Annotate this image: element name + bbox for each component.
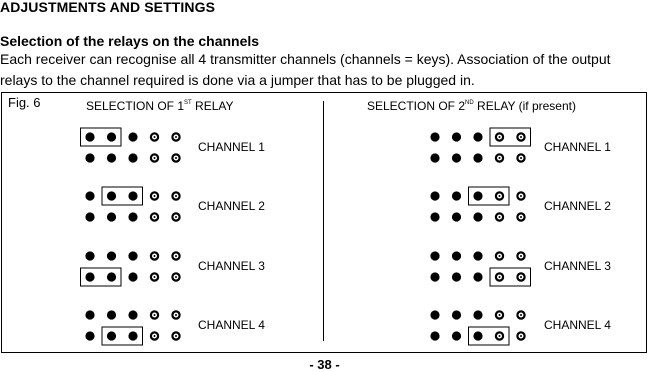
first-relay-ch4-pin-bottom-2 <box>107 331 116 340</box>
first-relay-ch3-pin-center-dot <box>175 255 177 257</box>
first-relay-ch1-pin-bottom-2 <box>107 153 116 162</box>
second-relay-ch3-pin-top-1 <box>430 251 439 260</box>
first-relay-ch2-pin-top-1 <box>85 191 94 200</box>
second-relay-ch3-pin-bottom-1 <box>430 272 439 281</box>
second-relay-title: SELECTION OF 2ND RELAY (if present) <box>367 99 576 113</box>
second-relay-ch2-pin-bottom-2 <box>452 212 461 221</box>
first-relay-ch3-pin-top-2 <box>107 251 116 260</box>
body-paragraph: Each receiver can recognise all 4 transmitter channels (channels = keys). Association of the output relays to the channel required is done via a jumper that has to be plugged in. <box>0 51 611 88</box>
second-relay-ch1-pin-center-dot <box>499 157 501 159</box>
first-relay-channel-4-label: CHANNEL 4 <box>198 318 265 332</box>
section-heading: ADJUSTMENTS AND SETTINGS <box>0 0 216 15</box>
first-relay-ch1-pin-bottom-3 <box>128 153 137 162</box>
first-relay-ch4-pin-bottom-3 <box>128 331 137 340</box>
first-relay-ch4-pin-top-3 <box>128 310 137 319</box>
second-relay-ch2-pin-top-1 <box>430 191 439 200</box>
first-relay-ch2-pin-center-dot <box>175 195 177 197</box>
first-relay-ch2-pin-center-dot <box>175 216 177 218</box>
first-relay-ch2-pin-center-dot <box>154 216 156 218</box>
second-relay-ch4-pin-center-dot <box>520 335 522 337</box>
second-relay-ch3-pin-center-dot <box>520 255 522 257</box>
first-relay-ch1-pin-center-dot <box>175 157 177 159</box>
second-relay-channel-1-label: CHANNEL 1 <box>544 140 611 154</box>
figure-label: Fig. 6 <box>8 95 41 110</box>
first-relay-title: SELECTION OF 1ST RELAY <box>86 99 234 113</box>
second-relay-ch2-pin-bottom-1 <box>430 212 439 221</box>
second-relay-ch2-pin-top-2 <box>452 191 461 200</box>
second-relay-ch2-pin-center-dot <box>499 216 501 218</box>
second-relay-ch1-pin-bottom-3 <box>473 153 482 162</box>
first-relay-ch1-pin-bottom-1 <box>85 153 94 162</box>
second-relay-ch3-pin-center-dot <box>499 276 501 278</box>
first-relay-ch3-pin-bottom-3 <box>128 272 137 281</box>
first-relay-ch2-pin-bottom-2 <box>107 212 116 221</box>
first-relay-ch4-pin-top-1 <box>85 310 94 319</box>
first-relay-ch3-pin-center-dot <box>154 276 156 278</box>
first-relay-ch2-pin-top-3 <box>128 191 137 200</box>
second-relay-ch2-pin-top-3 <box>473 191 482 200</box>
second-relay-ch3-pin-top-2 <box>452 251 461 260</box>
first-relay-ch4-pin-center-dot <box>175 335 177 337</box>
second-relay-channel-2-label: CHANNEL 2 <box>544 199 611 213</box>
first-relay-ch1-pin-top-3 <box>128 132 137 141</box>
first-relay-ch3-pin-bottom-1 <box>85 272 94 281</box>
second-relay-ch4-pin-top-3 <box>473 310 482 319</box>
second-relay-channel-3-label: CHANNEL 3 <box>544 259 611 273</box>
second-relay-ch1-pin-top-2 <box>452 132 461 141</box>
first-relay-ch4-pin-center-dot <box>154 314 156 316</box>
first-relay-ch3-pin-center-dot <box>175 276 177 278</box>
second-relay-ch3-pin-bottom-3 <box>473 272 482 281</box>
first-relay-ch1-pin-center-dot <box>154 157 156 159</box>
second-relay-ch1-pin-top-1 <box>430 132 439 141</box>
first-relay-ch1-pin-top-2 <box>107 132 116 141</box>
first-relay-ch3-pin-top-3 <box>128 251 137 260</box>
first-relay-ch1-pin-center-dot <box>175 136 177 138</box>
second-relay-ch4-pin-center-dot <box>499 314 501 316</box>
first-relay-channel-3-label: CHANNEL 3 <box>198 259 265 273</box>
second-relay-ch1-pin-center-dot <box>520 136 522 138</box>
first-relay-ch2-pin-top-2 <box>107 191 116 200</box>
second-relay-ch3-pin-center-dot <box>520 276 522 278</box>
second-relay-ch3-pin-center-dot <box>499 255 501 257</box>
first-relay-ch4-pin-bottom-1 <box>85 331 94 340</box>
subsection-heading: Selection of the relays on the channels <box>0 33 260 49</box>
second-relay-ch1-pin-bottom-1 <box>430 153 439 162</box>
second-relay-ch1-pin-bottom-2 <box>452 153 461 162</box>
second-relay-ch4-pin-bottom-3 <box>473 331 482 340</box>
page-number: - 38 - <box>309 357 340 372</box>
first-relay-ch3-pin-bottom-2 <box>107 272 116 281</box>
second-relay-ch2-pin-center-dot <box>499 195 501 197</box>
second-relay-ch2-pin-center-dot <box>520 195 522 197</box>
second-relay-ch4-pin-center-dot <box>499 335 501 337</box>
first-relay-ch4-pin-center-dot <box>154 335 156 337</box>
first-relay-ch4-pin-center-dot <box>175 314 177 316</box>
second-relay-ch3-pin-top-3 <box>473 251 482 260</box>
second-relay-ch4-pin-top-2 <box>452 310 461 319</box>
second-relay-ch4-pin-top-1 <box>430 310 439 319</box>
second-relay-ch4-pin-center-dot <box>520 314 522 316</box>
second-relay-channel-4-label: CHANNEL 4 <box>544 318 611 332</box>
first-relay-ch2-pin-bottom-3 <box>128 212 137 221</box>
second-relay-ch3-pin-bottom-2 <box>452 272 461 281</box>
second-relay-ch4-pin-bottom-2 <box>452 331 461 340</box>
first-relay-ch3-pin-center-dot <box>154 255 156 257</box>
first-relay-ch2-pin-center-dot <box>154 195 156 197</box>
second-relay-ch1-pin-center-dot <box>520 157 522 159</box>
second-relay-ch2-pin-bottom-3 <box>473 212 482 221</box>
first-relay-channel-1-label: CHANNEL 1 <box>198 140 265 154</box>
second-relay-ch2-pin-center-dot <box>520 216 522 218</box>
first-relay-channel-2-label: CHANNEL 2 <box>198 199 265 213</box>
first-relay-ch3-pin-top-1 <box>85 251 94 260</box>
second-relay-ch4-pin-bottom-1 <box>430 331 439 340</box>
first-relay-ch1-pin-top-1 <box>85 132 94 141</box>
first-relay-ch4-pin-top-2 <box>107 310 116 319</box>
second-relay-ch1-pin-center-dot <box>499 136 501 138</box>
second-relay-ch1-pin-top-3 <box>473 132 482 141</box>
first-relay-ch1-pin-center-dot <box>154 136 156 138</box>
first-relay-ch2-pin-bottom-1 <box>85 212 94 221</box>
